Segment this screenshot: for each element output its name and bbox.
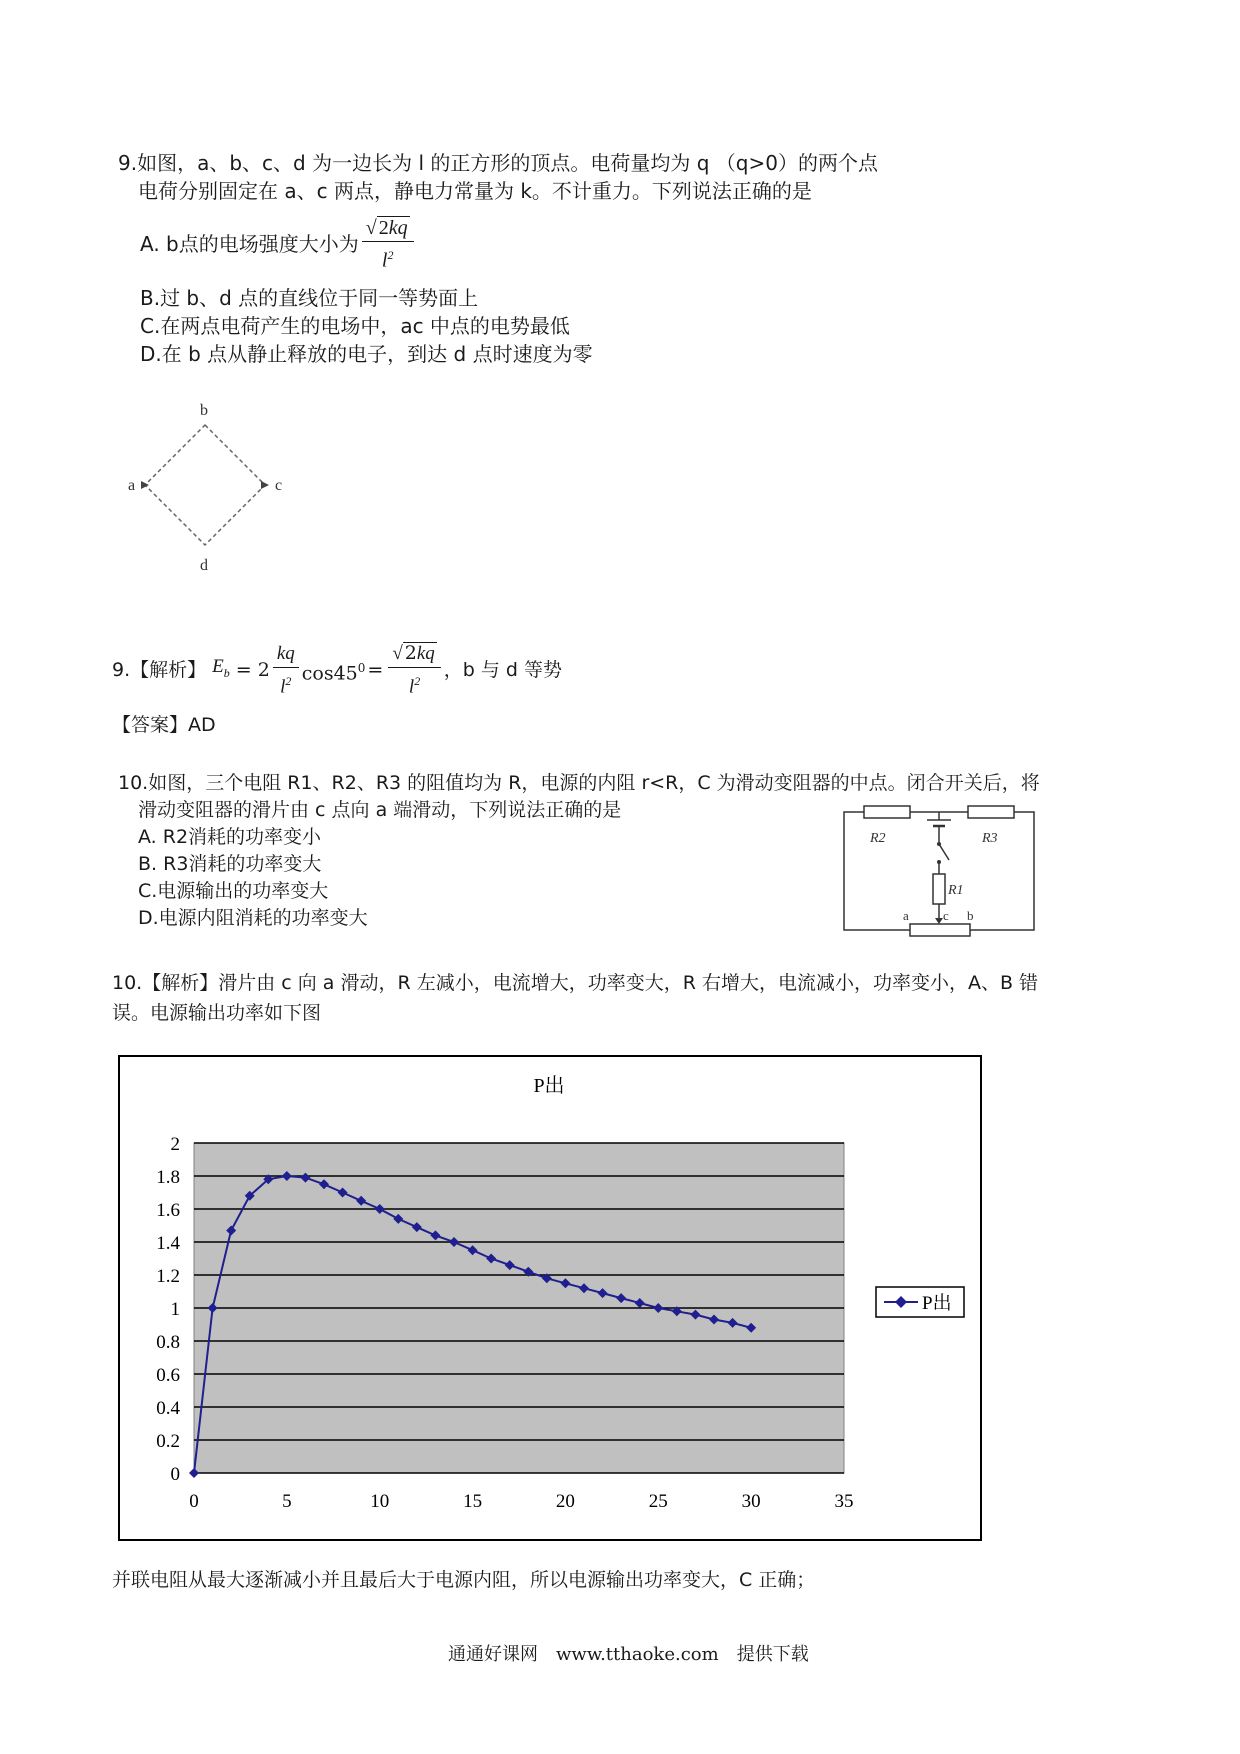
x-tick-label: 20 xyxy=(555,1491,575,1512)
resistor-r1 xyxy=(933,874,945,904)
q10-stem-line2: 滑动变阻器的滑片由 c 点向 a 端滑动，下列说法正确的是 xyxy=(138,799,622,821)
y-tick-label: 2 xyxy=(170,1134,180,1155)
label-r3: R3 xyxy=(982,831,998,846)
q10-analysis-line2: 误。电源输出功率如下图 xyxy=(112,1002,322,1024)
q9-option-a xyxy=(140,215,417,274)
q9-option-a-fraction: $\frac{√ 2kq}{l^2}$ xyxy=(362,215,414,274)
chart-title: P出 xyxy=(533,1075,565,1097)
page-footer: 通通好课网 www.tthaoke.com 提供下载 xyxy=(448,1644,809,1665)
q10-option-b: B. R3消耗的功率变大 xyxy=(138,853,322,875)
y-tick-label: 1 xyxy=(170,1299,180,1320)
charge-c-marker xyxy=(261,481,269,489)
y-tick-label: 1.2 xyxy=(156,1266,180,1287)
q10-stem-line1: 10.如图，三个电阻 R1、R2、R3 的阻值均为 R，电源的内阻 r<R，C 为滑动变阻器的中点。闭合开关后，将 xyxy=(118,772,1040,794)
x-tick-label: 10 xyxy=(370,1491,390,1512)
q9-analysis-cos-sup: 0 xyxy=(357,660,366,675)
q9-analysis-frac2: $\frac{√ 2kq}{l^2}$ xyxy=(388,640,440,700)
q9-option-a-text: A. b点的电场强度大小为 xyxy=(140,232,359,257)
label-r2: R2 xyxy=(870,831,886,846)
q9-option-a-sqrt: 2 xyxy=(378,217,389,239)
x-tick-label: 5 xyxy=(282,1491,292,1512)
q10-analysis-line1: 10.【解析】滑片由 c 向 a 滑动，R 左减小，电流增大，功率变大，R 右增大，电流减小，功率变小，A、B 错 xyxy=(112,972,1039,994)
q9-analysis-frac2-sqrt: 2 xyxy=(404,642,417,664)
square-diagram xyxy=(120,395,300,575)
q9-analysis-eb: E xyxy=(212,656,224,678)
q9-analysis-frac1-den: l xyxy=(280,675,286,697)
q9-analysis-prefix: 9.【解析】 xyxy=(112,659,207,682)
charge-a-marker xyxy=(141,481,149,489)
y-tick-label: 1.4 xyxy=(156,1233,180,1254)
y-tick-label: 1.8 xyxy=(156,1167,180,1188)
q9-option-a-num: kq xyxy=(388,217,408,239)
y-tick-label: 0 xyxy=(170,1464,180,1485)
q9-option-b: B.过 b、d 点的直线位于同一等势面上 xyxy=(140,286,479,310)
vertex-d-label: d xyxy=(200,557,208,574)
q9-analysis-frac1: $\frac{kq}{l^2}$ xyxy=(273,641,299,700)
label-c: c xyxy=(943,908,949,923)
q9-analysis-eb-sub: b xyxy=(223,666,230,681)
x-tick-label: 25 xyxy=(648,1491,668,1512)
q9-analysis-cos: cos45 xyxy=(301,661,358,684)
q9-answer: 【答案】AD xyxy=(112,714,216,736)
q10-conclusion: 并联电阻从最大逐渐减小并且最后大于电源内阻，所以电源输出功率变大，C 正确； xyxy=(112,1569,816,1591)
square-outline xyxy=(145,425,265,545)
vertex-a-label: a xyxy=(128,477,136,494)
y-tick-label: 0.6 xyxy=(156,1365,180,1386)
q10-option-a: A. R2消耗的功率变小 xyxy=(138,826,322,848)
q9-option-c: C.在两点电荷产生的电场中，ac 中点的电势最低 xyxy=(140,314,570,338)
label-r1: R1 xyxy=(948,883,964,898)
q9-analysis-frac1-num: kq xyxy=(273,641,299,668)
q9-analysis-suffix: ，b 与 d 等势 xyxy=(443,659,563,682)
slider-arrow xyxy=(935,918,943,924)
q9-option-d: D.在 b 点从静止释放的电子，到达 d 点时速度为零 xyxy=(140,342,593,366)
label-a: a xyxy=(903,908,909,923)
x-tick-label: 15 xyxy=(463,1491,483,1512)
resistor-r2 xyxy=(864,806,910,818)
q9-analysis-frac2-num: kq xyxy=(416,643,435,664)
circuit-diagram xyxy=(830,800,1050,940)
x-tick-label: 35 xyxy=(834,1491,854,1512)
x-tick-label: 0 xyxy=(189,1491,199,1512)
y-tick-label: 0.4 xyxy=(156,1398,180,1419)
switch-blade xyxy=(939,844,949,860)
y-tick-label: 0.2 xyxy=(156,1431,180,1452)
rheostat xyxy=(910,924,970,936)
q10-option-d: D.电源内阻消耗的功率变大 xyxy=(138,907,368,929)
vertex-b-label: b xyxy=(200,402,208,419)
vertex-c-label: c xyxy=(275,477,283,494)
q9-analysis-eq: = 2 xyxy=(235,659,270,682)
q9-stem-line1: 9.如图，a、b、c、d 为一边长为 l 的正方形的顶点。电荷量均为 q （q>0）的两个点 xyxy=(118,151,878,175)
y-tick-label: 0.8 xyxy=(156,1332,180,1353)
x-tick-label: 30 xyxy=(741,1491,761,1512)
y-tick-label: 1.6 xyxy=(156,1200,180,1221)
label-b: b xyxy=(967,908,974,923)
q9-analysis xyxy=(112,640,562,700)
legend-label: P出 xyxy=(922,1293,952,1314)
q10-option-c: C.电源输出的功率变大 xyxy=(138,880,329,902)
power-chart xyxy=(118,1055,982,1541)
q9-option-a-den-sup: 2 xyxy=(387,248,394,262)
q9-stem-line2: 电荷分别固定在 a、c 两点，静电力常量为 k。不计重力。下列说法正确的是 xyxy=(138,179,812,203)
q9-option-a-den: l xyxy=(381,249,388,272)
resistor-r3 xyxy=(968,806,1014,818)
q9-analysis-frac2-den: l xyxy=(408,676,415,698)
q9-analysis-eq2: = xyxy=(367,659,384,682)
